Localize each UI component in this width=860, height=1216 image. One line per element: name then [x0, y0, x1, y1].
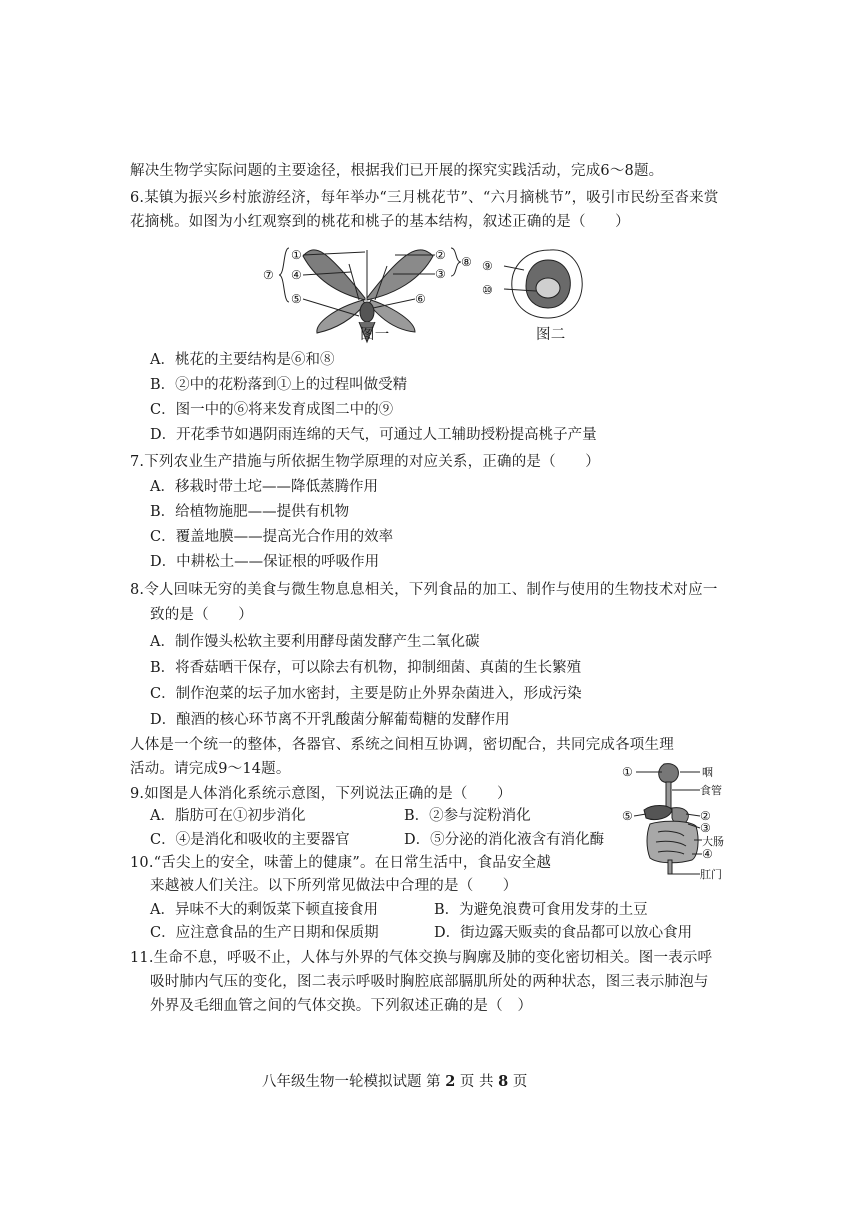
q6-option-d: D．开花季节如遇阴雨连绵的天气，可通过人工辅助授粉提高桃子产量 [150, 427, 597, 443]
footer-page-word2: 页 [459, 1074, 475, 1090]
q7-option-c: C．覆盖地膜——提高光合作用的效率 [150, 529, 394, 545]
q6-option-c: C．图一中的⑥将来发育成图二中的⑨ [150, 402, 394, 418]
footer-total-pages: 8 [498, 1073, 509, 1090]
q11-stem-line1: 11.生命不息，呼吸不止，人体与外界的气体交换与胸廓及肺的变化密切相关。图一表示呼 [130, 950, 713, 966]
q6-option-b: B．②中的花粉落到①上的过程叫做受精 [150, 377, 408, 393]
q10-option-b: B．为避免浪费可食用发芽的土豆 [434, 902, 648, 918]
footer-title: 八年级生物一轮模拟试题 [262, 1074, 422, 1090]
q8-option-c: C．制作泡菜的坛子加水密封，主要是防止外界杂菌进入，形成污染 [150, 686, 582, 702]
q11-stem-line2: 吸时肺内气压的变化，图二表示呼吸时胸腔底部膈肌所处的两种状态，图三表示肺泡与 [150, 974, 709, 990]
digest-label-4: ④ [702, 847, 713, 861]
digestive-system-diagram [622, 760, 730, 882]
label-7: ⑦ [263, 268, 274, 282]
digest-label-3: ③ [700, 821, 711, 835]
label-2: ② [435, 248, 446, 262]
q10-option-c: C．应注意食品的生产日期和保质期 [150, 925, 379, 941]
digest-word-large-intestine: 大肠 [702, 835, 724, 848]
q8-stem-line2: 致的是（ ） [150, 607, 253, 623]
fig1-caption: 图一 [360, 327, 390, 343]
label-6: ⑥ [415, 292, 426, 306]
q6-stem-line1: 6.某镇为振兴乡村旅游经济，每年举办“三月桃花节”、“六月摘桃节”，吸引市民纷至沓来赏 [130, 190, 719, 206]
label-3: ③ [435, 267, 446, 281]
label-4: ④ [291, 268, 302, 282]
digest-word-esophagus: 食管 [700, 784, 722, 797]
fig2-caption: 图二 [536, 327, 566, 343]
section-intro-9-14-line1: 人体是一个统一的整体，各器官、系统之间相互协调，密切配合，共同完成各项生理 [130, 737, 674, 753]
footer-page-number: 2 [445, 1073, 456, 1090]
q9-option-d: D．⑤分泌的消化液含有消化酶 [404, 832, 605, 848]
label-10: ⑩ [482, 283, 493, 297]
footer-total-word2: 页 [512, 1074, 528, 1090]
q9-option-a: A．脂肪可在①初步消化 [150, 808, 306, 824]
q7-option-d: D．中耕松土——保证根的呼吸作用 [150, 554, 380, 570]
footer-total-word1: 共 [479, 1074, 494, 1090]
q10-option-d: D．街边露天贩卖的食品都可以放心食用 [434, 925, 693, 941]
label-1: ① [291, 248, 302, 262]
q7-option-a: A．移栽时带土坨——降低蒸腾作用 [150, 479, 378, 495]
q11-stem-line3: 外界及毛细血管之间的气体交换。下列叙述正确的是（ ） [150, 998, 533, 1014]
digest-word-anus: 肛门 [700, 868, 722, 881]
q10-stem-line1: 10.“舌尖上的安全，味蕾上的健康”。在日常生活中，食品安全越 [130, 855, 552, 871]
digest-word-pharynx: 咽 [702, 766, 713, 779]
footer-page-word1: 第 [426, 1074, 441, 1090]
page-footer [262, 1070, 527, 1091]
peach-fruit-diagram [480, 244, 590, 324]
q8-option-a: A．制作馒头松软主要利用酵母菌发酵产生二氧化碳 [150, 634, 480, 650]
label-5: ⑤ [291, 292, 302, 306]
q8-option-b: B．将香菇晒干保存，可以除去有机物，抑制细菌、真菌的生长繁殖 [150, 660, 582, 676]
q8-option-d: D．酿酒的核心环节离不开乳酸菌分解葡萄糖的发酵作用 [150, 712, 510, 728]
q9-stem: 9.如图是人体消化系统示意图，下列说法正确的是（ ） [130, 786, 512, 802]
section-intro-6-8: 解决生物学实际问题的主要途径，根据我们已开展的探究实践活动，完成6～8题。 [130, 163, 664, 179]
q7-option-b: B．给植物施肥——提供有机物 [150, 504, 350, 520]
digest-label-2: ② [700, 809, 711, 823]
q10-option-a: A．异味不大的剩饭菜下顿直接食用 [150, 902, 378, 918]
digest-label-5: ⑤ [622, 809, 633, 823]
label-8: ⑧ [461, 255, 472, 269]
section-intro-9-14-line2: 活动。请完成9～14题。 [130, 761, 291, 777]
q6-stem-line2: 花摘桃。如图为小红观察到的桃花和桃子的基本结构，叙述正确的是（ ） [130, 214, 630, 230]
q10-stem-line2: 来越被人们关注。以下所列常见做法中合理的是（ ） [150, 878, 518, 894]
label-9: ⑨ [482, 259, 493, 273]
q7-stem: 7.下列农业生产措施与所依据生物学原理的对应关系，正确的是（ ） [130, 454, 600, 470]
digest-label-1: ① [622, 765, 633, 779]
q9-option-b: B．②参与淀粉消化 [404, 808, 531, 824]
q6-option-a: A．桃花的主要结构是⑥和⑧ [150, 352, 335, 368]
q8-stem-line1: 8.令人回味无穷的美食与微生物息息相关，下列食品的加工、制作与使用的生物技术对应一 [130, 582, 718, 598]
q9-option-c: C．④是消化和吸收的主要器官 [150, 832, 350, 848]
